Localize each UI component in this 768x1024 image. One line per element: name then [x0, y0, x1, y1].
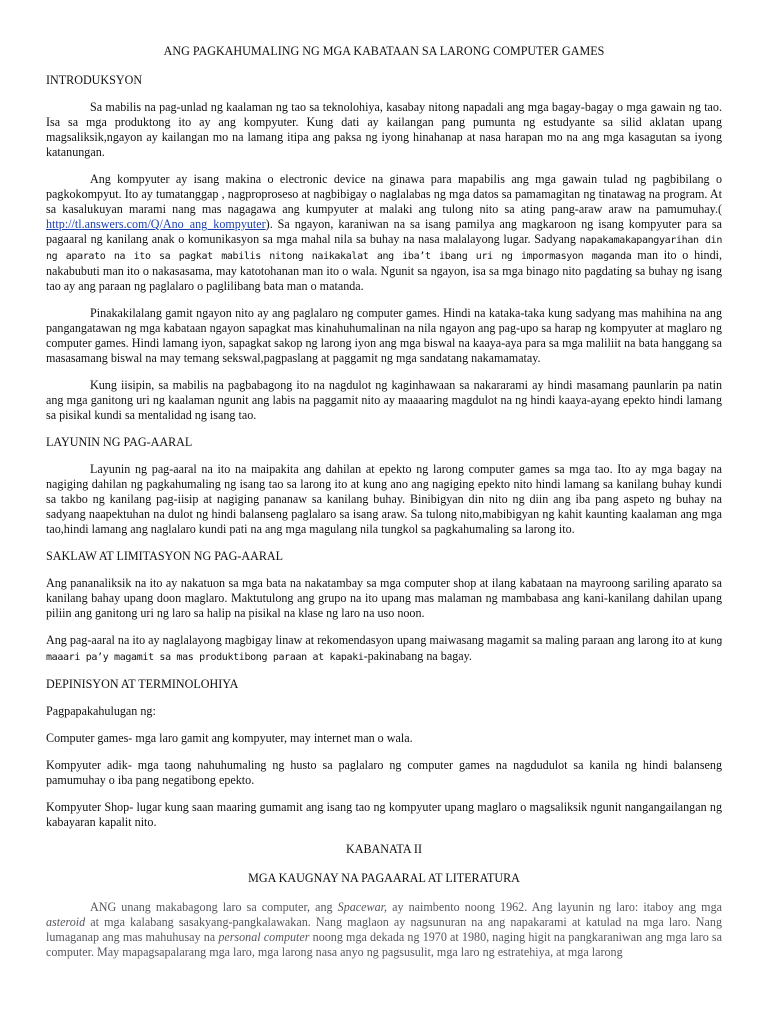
intro-paragraph-3: Pinakakilalang gamit ngayon nito ay ang paglalaro ng computer games. Hindi na kataka-taka kung sadyang mas mahihina na ang pangangatawan ng mga kabataan ngayon sapagkat mas kinahuhumalinan na nila ngayon ang pag-upo sa harap ng kompyuter at maglaro ng computer games. Hindi lamang iyon, sapagkat sakop ng larong iyon ang mga biswal na kaaya-aya para sa mga maliliit na bata hanggang sa masasamang biswal na may temang sekswal,pagpaslang at paggamit ng mga sandatang nakamamatay. — [46, 306, 722, 365]
definition-intro: Pagpapakahulugan ng: — [46, 704, 156, 718]
kaugnay-text-b: ay naimbento noong 1962. Ang layunin ng laro: itaboy ang mga — [387, 900, 722, 914]
intro-paragraph-2-inserted-text: napakamakapangyarihan din ng aparato na ito sa pagkat mabilis nitong naikakalat ang iba’t ibang uri ng impormasyon maganda — [46, 235, 722, 262]
intro-heading: INTRODUKSYON — [46, 73, 143, 87]
kaugnay-text-c: at mga kalabang sasakyang-pangkalawakan. Nang maglaon ay nagsunuran na ang napakarami at katulad na mga laro. Nang lumaganap ang mas mahuhusay na — [46, 915, 722, 944]
kaugnay-text-d: noong mga dekada ng 1970 at 1980, naging higit na pangkaraniwan ang mga laro sa computer. May mapagsapalarang mga laro, mga larong nasa anyo ng pagsusulit, mga laro ng estratehiya, at mga larong — [46, 930, 722, 959]
kaugnay-italic-asteroid: asteroid — [46, 915, 86, 929]
document-title: ANG PAGKAHUMALING NG MGA KABATAAN SA LARONG COMPUTER GAMES — [163, 44, 605, 58]
layunin-heading: LAYUNIN NG PAG-AARAL — [46, 435, 193, 449]
intro-paragraph-2 — [46, 172, 722, 294]
depinisyon-heading: DEPINISYON AT TERMINOLOHIYA — [46, 677, 239, 691]
kaugnay-heading: MGA KAUGNAY NA PAGAARAL AT LITERATURA — [248, 871, 520, 885]
kaugnay-italic-personal-computer: personal computer — [218, 930, 310, 944]
kaugnay-italic-spacewar: Spacewar, — [337, 900, 388, 914]
kabanata-heading: KABANATA II — [346, 842, 422, 856]
saklaw-paragraph-1: Ang pananaliksik na ito ay nakatuon sa mga bata na nakatambay sa mga computer shop at ilang kabataan na mayroong sariling aparato sa kanilang bahay upang doon maglaro. Maktutulong ang grupo na ito upang mas malaman ng mambabasa ang kani-kanilang dahilan upang piliin ang ganitong uri ng laro sa halip na pisikal na klase ng laro na uso noon. — [46, 576, 722, 620]
definition-computer-games: Computer games- mga laro gamit ang kompyuter, may internet man o wala. — [46, 731, 413, 745]
saklaw-paragraph-2-inserted-text: kung maaari pa’y magamit sa mas produktibong paraan at kapaki — [46, 636, 722, 663]
saklaw-heading: SAKLAW AT LIMITASYON NG PAG-AARAL — [46, 549, 284, 563]
intro-paragraph-2-text-c: man ito o hindi, nakabubuti man ito o nakasasama, may katotohanan man ito o wala. Ngunit sa ngayon, isa sa mga binago nito pagdating sa buhay ng isang tao ay ang paraan ng paglalaro o paglilibang bata man o matanda. — [46, 248, 722, 293]
intro-paragraph-2-text-b: ). Sa ngayon, karaniwan na sa isang pamilya ang magkaroon ng isang kompyuter para sa pagaaral ng kanilang anak o komunikasyon sa mga mahal nila sa buhay na nasa malalayong lugar. Sadyang — [46, 217, 722, 246]
saklaw-paragraph-2 — [46, 633, 722, 665]
kaugnay-paragraph — [46, 900, 722, 960]
definition-kompyuter-shop: Kompyuter Shop- lugar kung saan maaring gumamit ang isang tao ng kompyuter upang maglaro o magsaliksik ngunit nangangailangan ng kabayaran kapalit nito. — [46, 800, 722, 829]
saklaw-paragraph-2-text-b: -pakinabang na bagay. — [363, 649, 472, 663]
layunin-paragraph: Layunin ng pag-aaral na ito na maipakita ang dahilan at epekto ng larong computer games sa mga tao. Ito ay mga bagay na nagiging dahilan ng pagkahumaling ng isang tao sa larong ito at kung ano ang nagiging epekto nito hindi lamang sa kanilang buhay kundi sa takbo ng kanilang pag-iisip at nagiging pananaw sa kanilang buhay. Binibigyan din nito ng diin ang iba pang aspeto ng buhay na sadyang naapektuhan na dulot ng hindi balanseng paglalaro sa isang araw. Sa tulong nito,mabibigyan ng kahit kaunting kaalaman ang mga tao,hindi lamang ang naglalaro kundi pati na ang mga magulang nila tungkol sa pagkahumaling sa larong ito. — [46, 462, 722, 536]
intro-paragraph-4: Kung iisipin, sa mabilis na pagbabagong ito na nagdulot ng kaginhawaan sa nakararami ay hindi masamang paunlarin pa natin ang mga ganitong uri ng kaalaman ngunit ang labis na paggamit nito ay maaaaring magdulot na ng hindi kaaya-ayang epekto hindi lamang sa pisikal kundi sa mentalidad ng isang tao. — [46, 378, 722, 422]
intro-paragraph-1: Sa mabilis na pag-unlad ng kaalaman ng tao sa teknolohiya, kasabay nitong napadali ang mga bagay-bagay o mga gawain ng tao. Isa sa mga produktong ito ay ang kompyuter. Kung dati ay kailangan pang pumunta ng estudyante sa silid aklatan upang magsaliksik,ngayon ay kailangan mo na lamang itipa ang paksa ng iyong hinahanap at nasa harapan mo na ang mga kasagutan sa iyong katanungan. — [46, 100, 722, 159]
kaugnay-text-a: ANG unang makabagong laro sa computer, ang — [90, 900, 338, 914]
intro-paragraph-2-text-a: Ang kompyuter ay isang makina o electronic device na ginawa para mapabilis ang mga gawain tulad ng pagbibilang o pagkokompyut. Ito ay tumatanggap , nagproproseso at nagbibigay o naglalabas ng mga datos sa pamamagitan ng tinatawag na program. At sa kasalukuyan marami nang mas nagagawa ang kumpyuter at malaki ang tulong nito sa ating pang-araw araw na pamumuhay.( — [46, 172, 722, 216]
definition-kompyuter-adik: Kompyuter adik- mga taong nahuhumaling ng husto sa paglalaro ng computer games na nagdudulot sa kanila ng hindi balanseng pamumuhay o iba pang negatibong epekto. — [46, 758, 722, 787]
saklaw-paragraph-2-text-a: Ang pag-aaral na ito ay naglalayong magbigay linaw at rekomendasyon upang maiwasang magamit sa maling paraan ang larong ito at — [46, 633, 700, 647]
answers-link[interactable]: http://tl.answers.com/Q/Ano_ang_kompyuter — [46, 217, 266, 231]
